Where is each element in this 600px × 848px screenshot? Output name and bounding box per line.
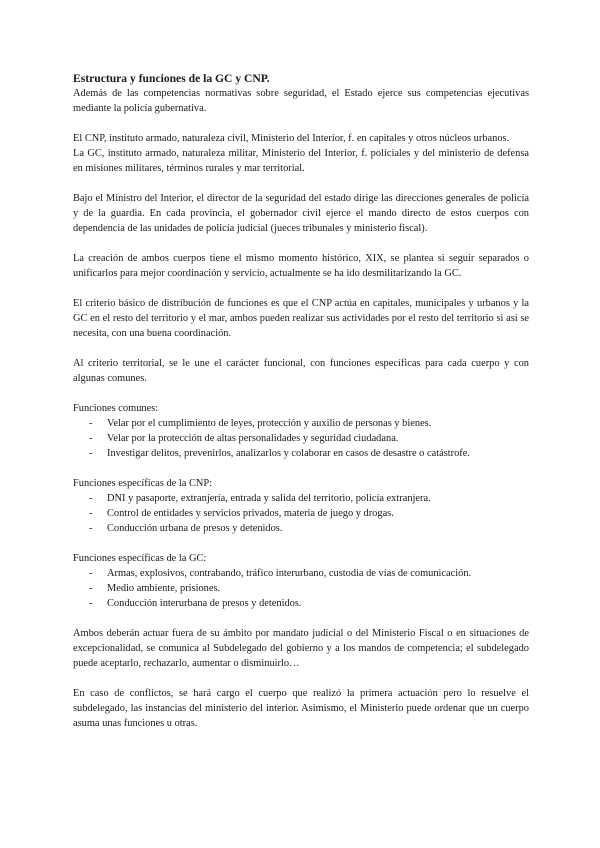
bullet-dash: - [89,493,93,504]
document-page [73,72,529,746]
common-functions-heading: Funciones comunes: [73,403,159,414]
conflict-paragraph: En caso de conflictos, se hará cargo el cuerpo que realizó la primera actuación pero lo resuelve el subdelegado, las instancias del ministerio del interior. Asimismo, el Ministerio puede ordenar que un cuerpo asuma unas funciones u otras. [73,688,529,729]
list-item: - Medio ambiente, prisiones. [89,583,221,594]
list-item: - Armas, explosivos, contrabando, tráfico interurbano, custodia de vías de comunicación. [89,568,472,579]
bullet-dash: - [89,508,93,519]
list-item: - Velar por el cumplimiento de leyes, protección y auxilio de personas y bienes. [89,418,432,429]
list-item: - Control de entidades y servicios privados, materia de juego y drogas. [89,508,394,519]
bullet-dash: - [89,568,93,579]
gc-description: La GC, instituto armado, naturaleza militar, Ministerio del Interior, f. policiales y del ministerio de defensa en misiones militares, términos rurales y mar territorial. [73,148,529,174]
bullet-dash: - [89,418,93,429]
gc-functions-heading: Funciones específicas de la GC: [73,553,207,564]
bullet-dash: - [89,598,93,609]
criterion-paragraph: El criterio básico de distribución de funciones es que el CNP actúa en capitales, municipales y urbanos y la GC en el resto del territorio y el mar, ambos pueden realizar sus actividades por el resto del territorio si así se necesita, con una buena coordinación. [73,298,529,339]
common-functions-list [73,416,529,461]
gc-functions-list [73,566,529,611]
jurisdiction-paragraph: Ambos deberán actuar fuera de su ámbito por mandato judicial o del Ministerio Fiscal o en situaciones de excepcionalidad, se comunica al Subdelegado del gobierno y a los mandos de competencia; el subdelegado puede aceptarlo, rechazarlo, aumentar o disminuirlo… [73,628,529,669]
list-item: - DNI y pasaporte, extranjería, entrada y salida del territorio, policía extranjera. [89,493,431,504]
bullet-dash: - [89,448,93,459]
list-item: - Velar por la protección de altas personalidades y seguridad ciudadana. [89,433,399,444]
bullet-dash: - [89,583,93,594]
list-item: - Investigar delitos, prevenirlos, analizarlos y colaborar en casos de desastre o catástrofe. [89,448,470,459]
cnp-description: El CNP, instituto armado, naturaleza civil, Ministerio del Interior, f. en capitales y otros núcleos urbanos. [73,133,510,144]
ministry-paragraph: Bajo el Ministro del Interior, el director de la seguridad del estado dirige las direcciones generales de policía y de la guardia. En cada provincia, el gobernador civil ejerce el mando directo de estos cuerpos con dependencia de las unidades de policía judicial (jueces tribunales y ministerio fiscal). [73,193,529,234]
creation-paragraph: La creación de ambos cuerpos tiene el mismo momento histórico, XIX, se plantea si seguir separados o unificarlos para mejor coordinación y servicio, actualmente se ha ido desmilitarizando la GC. [73,253,529,279]
bullet-dash: - [89,433,93,444]
bullet-dash: - [89,523,93,534]
list-item: - Conducción urbana de presos y detenidos. [89,523,283,534]
cnp-functions-heading: Funciones específicas de la CNP: [73,478,213,489]
intro-paragraph: Además de las competencias normativas sobre seguridad, el Estado ejerce sus competencias ejecutivas mediante la policía gubernativa. [73,88,529,114]
document-title: Estructura y funciones de la GC y CNP. [73,72,270,85]
cnp-functions-list [73,491,529,536]
list-item: - Conducción interurbana de presos y detenidos. [89,598,302,609]
territorial-paragraph: Al criterio territorial, se le une el carácter funcional, con funciones específicas para cada cuerpo y con algunas comunes. [73,358,529,384]
